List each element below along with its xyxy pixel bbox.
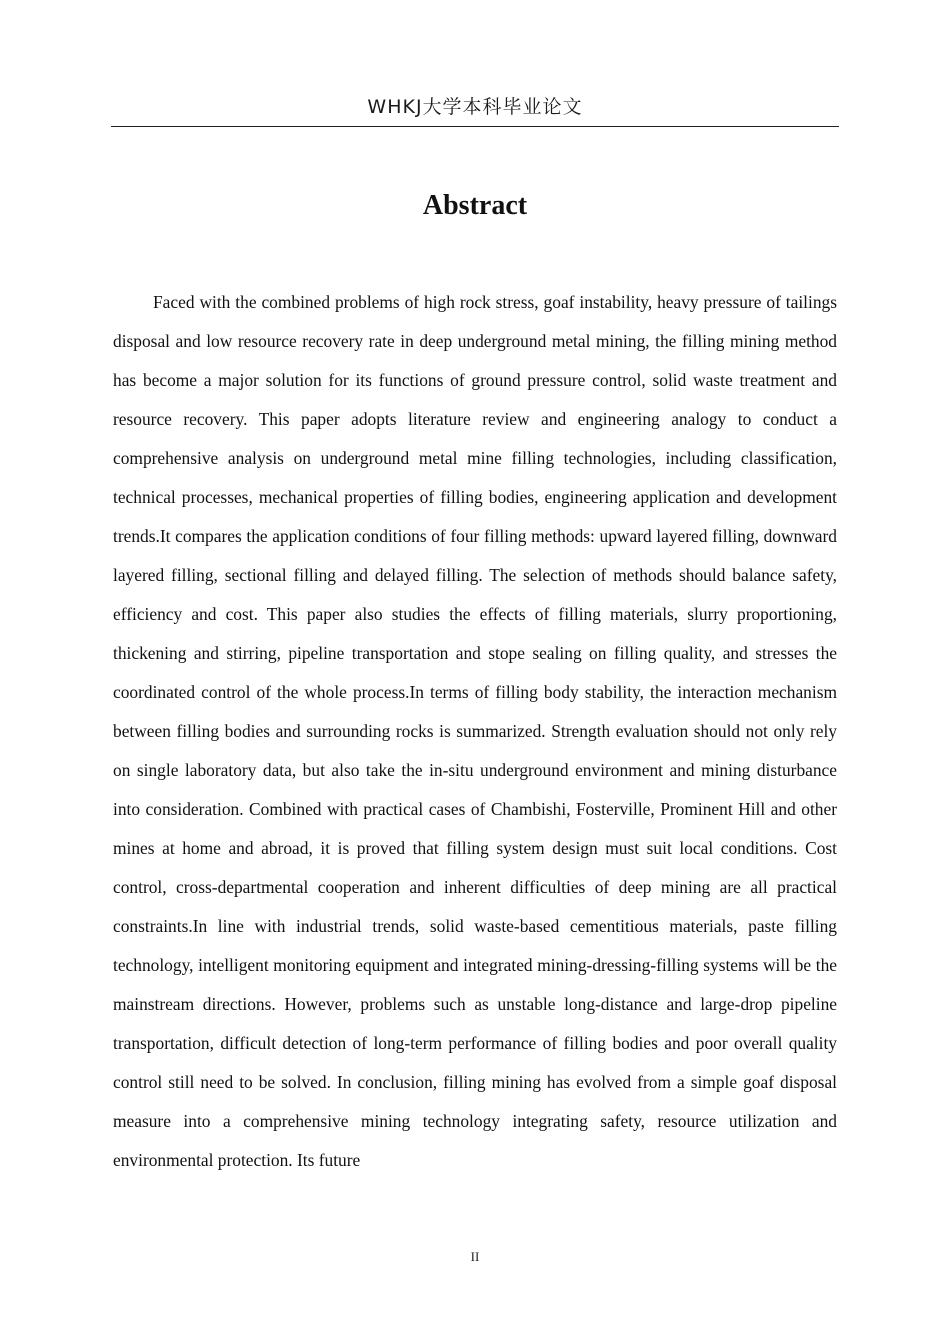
page-header [111, 92, 839, 127]
page-number: II [470, 1249, 480, 1264]
abstract-title: Abstract [422, 190, 528, 221]
thesis-header-title: WHKJ大学本科毕业论文 [367, 96, 583, 118]
abstract-body: Faced with the combined problems of high rock stress, goaf instability, heavy pressure of tailings disposal and low resource recovery rate in deep underground metal mining, the filling mining method has become a major solution for its functions of ground pressure control, solid waste treatment and resource recovery. This paper adopts literature review and engineering analogy to conduct a comprehensive analysis on underground metal mine filling technologies, including classification, technical processes, mechanical properties of filling bodies, engineering application and development trends.It compares the application conditions of four filling methods: upward layered filling, downward layered filling, sectional filling and delayed filling. The selection of methods should balance safety, efficiency and cost. This paper also studies the effects of filling materials, slurry proportioning, thickening and stirring, pipeline transportation and stope sealing on filling quality, and stresses the coordinated control of the whole process.In terms of filling body stability, the interaction mechanism between filling bodies and surrounding rocks is summarized. Strength evaluation should not only rely on single laboratory data, but also take the in-situ underground environment and mining disturbance into consideration. Combined with practical cases of Chambishi, Fosterville, Prominent Hill and other mines at home and abroad, it is proved that filling system design must suit local conditions. Cost control, cross-departmental cooperation and inherent difficulties of deep mining are all practical constraints.In line with industrial trends, solid waste-based cementitious materials, paste filling technology, intelligent monitoring equipment and integrated mining-dressing-filling systems will be the mainstream directions. However, problems such as unstable long-distance and large-drop pipeline transportation, difficult detection of long-term performance of filling bodies and poor overall quality control still need to be solved. In conclusion, filling mining has evolved from a simple goaf disposal measure into a comprehensive mining technology integrating safety, resource utilization and environmental protection. Its future [113, 292, 837, 1170]
